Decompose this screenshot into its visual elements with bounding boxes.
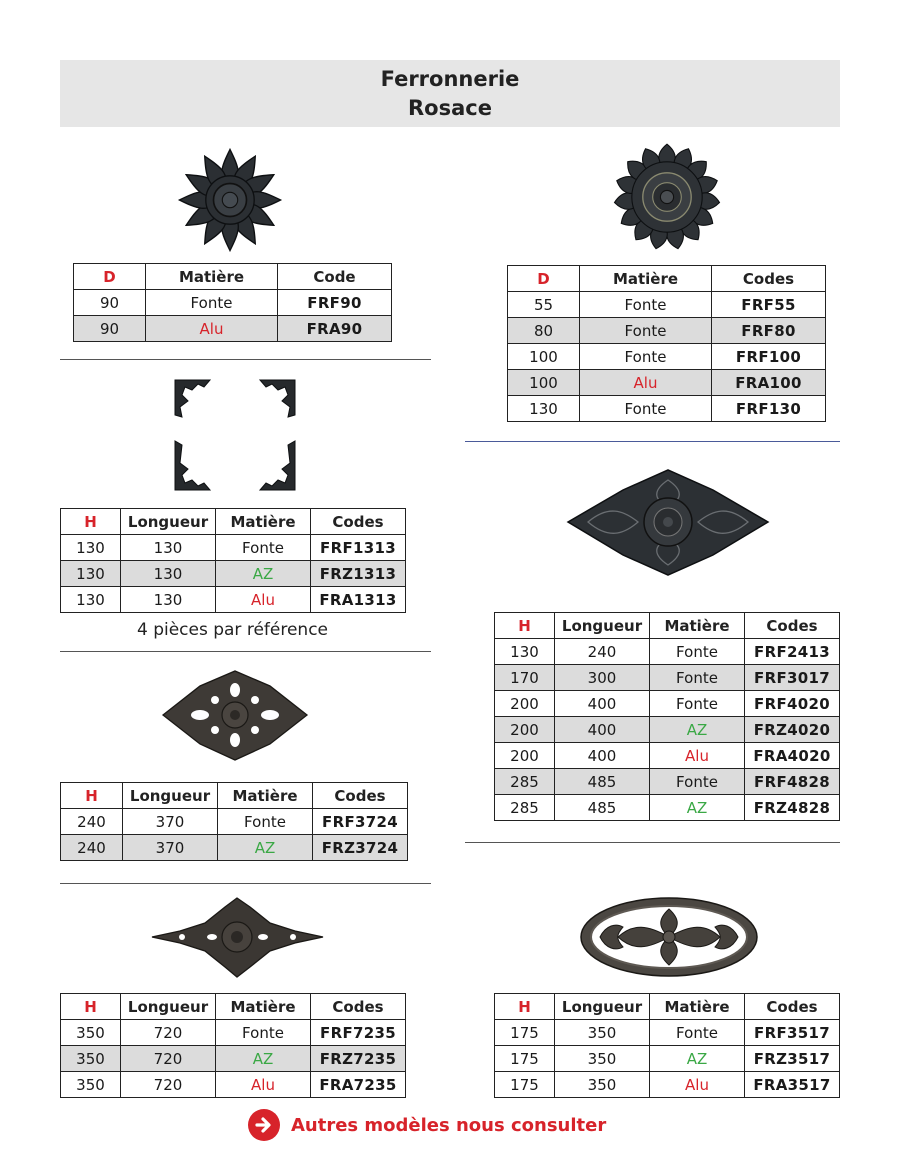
cell-material: AZ <box>216 1046 311 1072</box>
cell-height: 170 <box>495 665 555 691</box>
col-material-header: Matière <box>146 264 278 290</box>
table-row <box>495 1020 840 1046</box>
cell-code: FRA3517 <box>745 1072 840 1098</box>
other-models-link[interactable] <box>248 1108 606 1142</box>
cell-length: 300 <box>555 665 650 691</box>
cell-material: Fonte <box>580 318 712 344</box>
cell-code: FRF3017 <box>745 665 840 691</box>
cell-height: 130 <box>61 561 121 587</box>
cell-length: 720 <box>121 1046 216 1072</box>
spec-table-diamond <box>494 612 840 821</box>
cell-length: 400 <box>555 691 650 717</box>
table-row <box>508 292 826 318</box>
cell-code: FRF90 <box>278 290 392 316</box>
cell-material: Fonte <box>650 769 745 795</box>
spec-table-corners <box>60 508 406 613</box>
cell-length: 720 <box>121 1020 216 1046</box>
cell-code: FRZ3724 <box>313 835 408 861</box>
cell-material: Alu <box>650 743 745 769</box>
spec-table-long <box>60 993 406 1098</box>
cell-diameter: 90 <box>74 316 146 342</box>
ornament-long-image <box>150 895 325 980</box>
rosette-star-image <box>175 145 285 255</box>
cell-height: 175 <box>495 1072 555 1098</box>
col-length-header: Longueur <box>555 994 650 1020</box>
col-height-header: H <box>61 783 123 809</box>
cell-material: Fonte <box>216 535 311 561</box>
cell-diameter: 90 <box>74 290 146 316</box>
cell-code: FRF80 <box>712 318 826 344</box>
cell-code: FRF4828 <box>745 769 840 795</box>
col-length-header: Longueur <box>121 509 216 535</box>
cell-code: FRF3517 <box>745 1020 840 1046</box>
corner-ornaments-image <box>170 375 300 495</box>
cell-material: Fonte <box>650 1020 745 1046</box>
cell-height: 200 <box>495 691 555 717</box>
cell-code: FRF3724 <box>313 809 408 835</box>
cell-diameter: 80 <box>508 318 580 344</box>
col-code-header: Codes <box>313 783 408 809</box>
cell-height: 130 <box>61 535 121 561</box>
cell-material: Fonte <box>580 396 712 422</box>
col-length-header: Longueur <box>121 994 216 1020</box>
table-row <box>495 639 840 665</box>
other-models-label: Autres modèles nous consulter <box>291 1114 607 1136</box>
cell-material: AZ <box>650 717 745 743</box>
cell-code: FRZ7235 <box>311 1046 406 1072</box>
section-divider <box>60 651 431 652</box>
cell-material: Fonte <box>580 292 712 318</box>
cell-material: Alu <box>580 370 712 396</box>
col-height-header: H <box>495 613 555 639</box>
spec-table-rosace-round <box>507 265 826 422</box>
col-code-header: Codes <box>311 509 406 535</box>
table-row <box>61 809 408 835</box>
col-code-header: Code <box>278 264 392 290</box>
section-divider <box>465 441 840 442</box>
cell-height: 200 <box>495 717 555 743</box>
cell-length: 400 <box>555 717 650 743</box>
table-row <box>495 769 840 795</box>
spec-table-lace <box>60 782 408 861</box>
cell-code: FRA7235 <box>311 1072 406 1098</box>
table-row <box>508 318 826 344</box>
col-height-header: H <box>495 994 555 1020</box>
table-row <box>61 535 406 561</box>
diamond-medallion-image <box>563 465 773 580</box>
table-row <box>508 396 826 422</box>
col-height-header: H <box>61 994 121 1020</box>
col-material-header: Matière <box>580 266 712 292</box>
cell-length: 350 <box>555 1020 650 1046</box>
cell-height: 285 <box>495 795 555 821</box>
cell-code: FRA100 <box>712 370 826 396</box>
cell-diameter: 100 <box>508 344 580 370</box>
col-material-header: Matière <box>218 783 313 809</box>
cell-height: 200 <box>495 743 555 769</box>
cell-height: 350 <box>61 1046 121 1072</box>
table-row <box>495 717 840 743</box>
cell-code: FRZ3517 <box>745 1046 840 1072</box>
table-row <box>495 743 840 769</box>
cell-height: 130 <box>495 639 555 665</box>
col-length-header: Longueur <box>123 783 218 809</box>
cell-material: Fonte <box>218 809 313 835</box>
cell-code: FRA4020 <box>745 743 840 769</box>
section-divider <box>465 842 840 843</box>
page-subtitle: Rosace <box>408 96 492 120</box>
col-height-header: H <box>61 509 121 535</box>
cell-height: 175 <box>495 1046 555 1072</box>
col-code-header: Codes <box>712 266 826 292</box>
cell-length: 130 <box>121 535 216 561</box>
table-row <box>61 587 406 613</box>
page-header <box>60 60 840 127</box>
cell-length: 400 <box>555 743 650 769</box>
cell-length: 240 <box>555 639 650 665</box>
section-divider <box>60 883 431 884</box>
cell-height: 285 <box>495 769 555 795</box>
cell-height: 175 <box>495 1020 555 1046</box>
table-row <box>61 1046 406 1072</box>
cell-code: FRA90 <box>278 316 392 342</box>
cell-material: Fonte <box>650 691 745 717</box>
table-row <box>74 290 392 316</box>
cell-code: FRF130 <box>712 396 826 422</box>
cell-code: FRF4020 <box>745 691 840 717</box>
col-code-header: Codes <box>311 994 406 1020</box>
cell-material: Alu <box>650 1072 745 1098</box>
cell-code: FRF7235 <box>311 1020 406 1046</box>
cell-length: 485 <box>555 769 650 795</box>
table-row <box>61 1020 406 1046</box>
cell-material: Alu <box>216 1072 311 1098</box>
col-diameter-header: D <box>508 266 580 292</box>
cell-code: FRZ4020 <box>745 717 840 743</box>
cell-length: 350 <box>555 1046 650 1072</box>
table-row <box>495 665 840 691</box>
table-row <box>508 370 826 396</box>
cell-code: FRF100 <box>712 344 826 370</box>
cell-code: FRF1313 <box>311 535 406 561</box>
cell-material: Alu <box>216 587 311 613</box>
cell-material: Fonte <box>146 290 278 316</box>
cell-length: 370 <box>123 835 218 861</box>
table-row <box>495 691 840 717</box>
table-row <box>495 795 840 821</box>
cell-code: FRF55 <box>712 292 826 318</box>
cell-length: 720 <box>121 1072 216 1098</box>
cell-material: Fonte <box>216 1020 311 1046</box>
cell-code: FRF2413 <box>745 639 840 665</box>
cell-material: AZ <box>218 835 313 861</box>
spec-table-oval <box>494 993 840 1098</box>
cell-material: Fonte <box>650 665 745 691</box>
cell-material: Fonte <box>580 344 712 370</box>
cell-material: Alu <box>146 316 278 342</box>
col-code-header: Codes <box>745 613 840 639</box>
cell-material: AZ <box>650 795 745 821</box>
section-divider <box>60 359 431 360</box>
pieces-note: 4 pièces par référence <box>136 620 329 640</box>
table-row <box>61 1072 406 1098</box>
col-material-header: Matière <box>650 994 745 1020</box>
cell-diameter: 100 <box>508 370 580 396</box>
cell-height: 130 <box>61 587 121 613</box>
lace-medallion-image <box>160 668 310 763</box>
table-row <box>61 835 408 861</box>
col-length-header: Longueur <box>555 613 650 639</box>
cell-code: FRZ4828 <box>745 795 840 821</box>
col-material-header: Matière <box>216 994 311 1020</box>
oval-medallion-image <box>578 895 760 980</box>
cell-code: FRZ1313 <box>311 561 406 587</box>
table-row <box>495 1072 840 1098</box>
table-row <box>495 1046 840 1072</box>
table-row <box>61 561 406 587</box>
table-row <box>74 316 392 342</box>
cell-length: 350 <box>555 1072 650 1098</box>
rosette-round-image <box>612 142 722 252</box>
cell-material: AZ <box>650 1046 745 1072</box>
table-row <box>508 344 826 370</box>
arrow-right-circle-icon <box>248 1109 280 1141</box>
cell-material: Fonte <box>650 639 745 665</box>
cell-height: 350 <box>61 1072 121 1098</box>
cell-diameter: 130 <box>508 396 580 422</box>
cell-length: 370 <box>123 809 218 835</box>
cell-length: 485 <box>555 795 650 821</box>
col-material-header: Matière <box>650 613 745 639</box>
cell-height: 240 <box>61 809 123 835</box>
cell-length: 130 <box>121 587 216 613</box>
col-diameter-header: D <box>74 264 146 290</box>
cell-diameter: 55 <box>508 292 580 318</box>
cell-code: FRA1313 <box>311 587 406 613</box>
col-material-header: Matière <box>216 509 311 535</box>
spec-table-rosace-star <box>73 263 392 342</box>
cell-height: 350 <box>61 1020 121 1046</box>
col-code-header: Codes <box>745 994 840 1020</box>
cell-height: 240 <box>61 835 123 861</box>
cell-material: AZ <box>216 561 311 587</box>
page-title: Ferronnerie <box>380 67 520 91</box>
cell-length: 130 <box>121 561 216 587</box>
